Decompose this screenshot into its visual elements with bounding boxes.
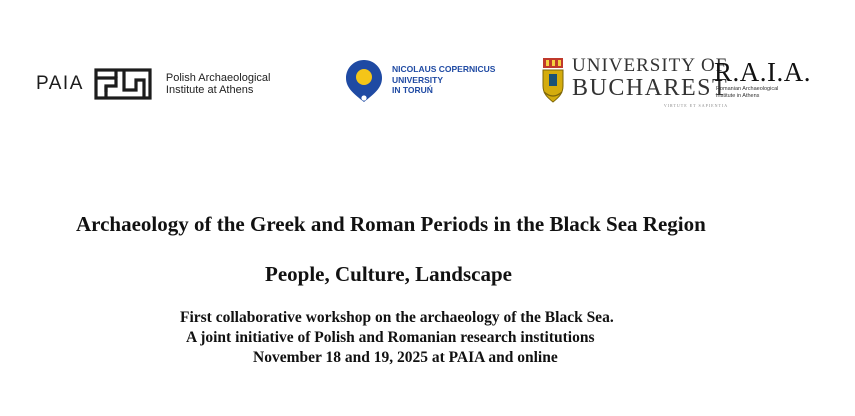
raia-sub-line1: Romanian Archaeological — [716, 86, 779, 92]
university-crest-icon — [540, 56, 566, 104]
ncu-logo — [344, 58, 495, 104]
raia-logo — [714, 58, 811, 99]
event-info-line2: A joint initiative of Polish and Romanian research institutions — [186, 329, 595, 346]
ncu-fullname — [392, 64, 495, 96]
paia-name-line1: Polish Archaeological — [165, 72, 271, 84]
ncu-name-line2: UNIVERSITY — [392, 74, 444, 85]
raia-sub-line2: Institute in Athens — [716, 92, 760, 99]
event-title: Archaeology of the Greek and Roman Periods in the Black Sea Region — [76, 212, 706, 236]
ub-logo — [540, 56, 728, 108]
ub-line1: UNIVERSITY OF — [572, 55, 728, 76]
event-info-line1: First collaborative workshop on the archaeology of the Black Sea. — [180, 309, 614, 326]
event-subtitle: People, Culture, Landscape — [265, 262, 512, 286]
ub-motto: VIRTUTE ET SAPIENTIA — [663, 103, 729, 108]
greek-meander-icon — [94, 68, 152, 100]
copernicus-sun-icon — [344, 58, 384, 104]
ub-line2: BUCHAREST — [572, 75, 729, 101]
event-info-line3: November 18 and 19, 2025 at PAIA and online — [253, 349, 558, 366]
paia-logo — [36, 68, 270, 100]
raia-acronym: R.A.I.A. — [714, 57, 811, 87]
raia-fullname — [716, 86, 811, 99]
ncu-name-line3: IN TORUŃ — [392, 85, 433, 95]
ub-wordmark — [572, 56, 728, 108]
paia-name-line2: Institute at Athens — [165, 84, 254, 96]
partner-logos — [0, 0, 855, 130]
paia-fullname — [166, 72, 271, 96]
paia-acronym: PAIA — [36, 73, 84, 94]
ncu-name-line1: NICOLAUS COPERNICUS — [392, 64, 496, 74]
